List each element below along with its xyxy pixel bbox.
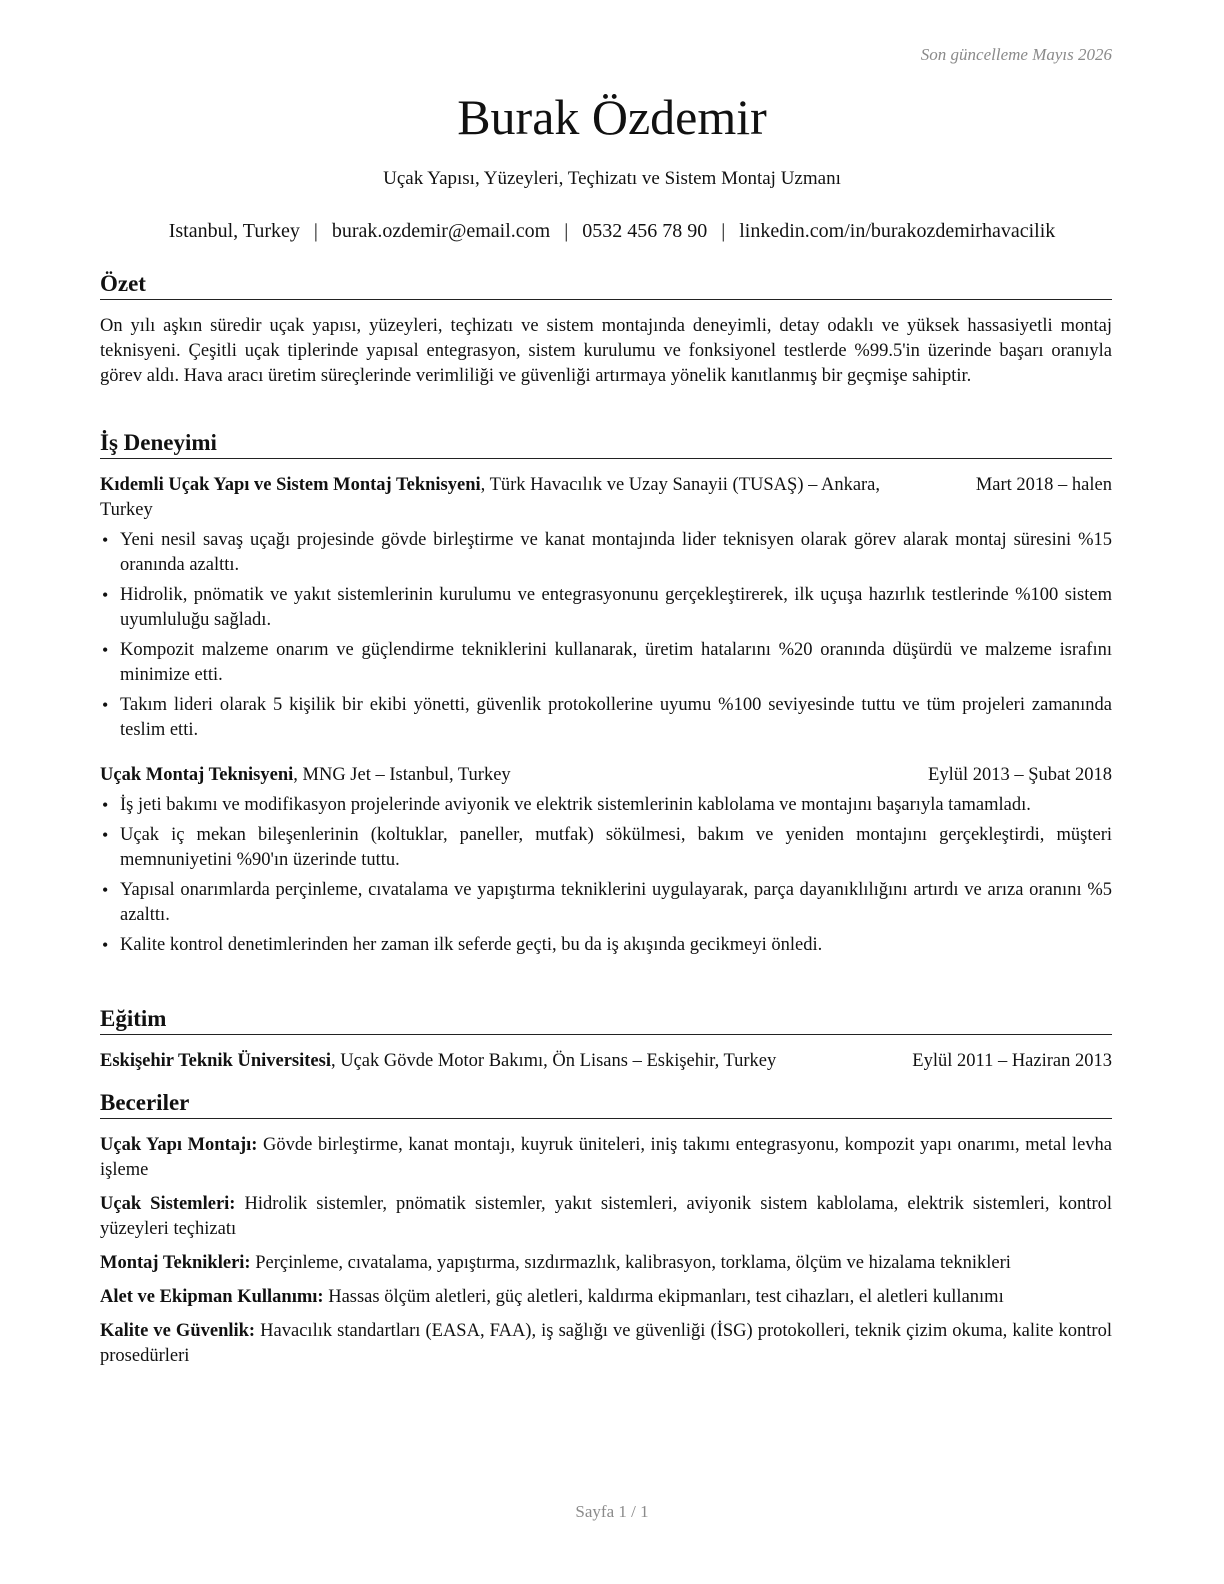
job-dates: Eylül 2013 – Şubat 2018 <box>928 765 1112 785</box>
skill-text: Gövde birleştirme, kanat montajı, kuyruk üniteleri, iniş takımı entegrasyonu, kompozit yapı onarımı, metal levha işleme <box>100 1135 1112 1180</box>
job-bullet: • Yeni nesil savaş uçağı projesinde gövde birleştirme ve kanat montajında lider teknisyen olarak görev alarak montaj süresini %15 oranında azalttı. <box>100 528 1112 578</box>
page-number: Sayfa 1 / 1 <box>575 1502 649 1521</box>
skill-item <box>100 1251 1112 1276</box>
job-company: , MNG Jet – Istanbul, Turkey <box>293 765 511 785</box>
skills-section <box>100 1090 1112 1369</box>
education-entry <box>100 1049 1112 1074</box>
contact-location: Istanbul, Turkey <box>168 220 300 242</box>
contact-line <box>0 220 1224 243</box>
job-bullet: • Hidrolik, pnömatik ve yakıt sistemlerinin kurulumu ve entegrasyonunu gerçekleştirerek, ilk uçuşa hazırlık testlerinde %100 sistem uyumluluğu sağladı. <box>100 583 1112 633</box>
job-bullet: • Uçak iç mekan bileşenlerinin (koltuklar, paneller, mutfak) sökülmesi, bakım ve yeniden montajını gerçekleştirdi, müşteri memnuniyetini %90'ın üzerinde tuttu. <box>100 823 1112 873</box>
skill-label: Montaj Teknikleri: <box>100 1253 251 1273</box>
section-title-education: Eğitim <box>100 1006 1112 1035</box>
job-bullet: • Kalite kontrol denetimlerinden her zaman ilk seferde geçti, bu da iş akışında gecikmeyi önledi. <box>100 933 1112 958</box>
job-title-line <box>100 763 511 788</box>
skill-label: Uçak Yapı Montajı: <box>100 1135 258 1155</box>
separator: | <box>721 220 726 242</box>
headline: Uçak Yapısı, Yüzeyleri, Teçhizatı ve Sistem Montaj Uzmanı <box>383 168 841 189</box>
education-section <box>100 1006 1112 1074</box>
job-bullet: • İş jeti bakımı ve modifikasyon projelerinde aviyonik ve elektrik sistemlerinin kablolama ve montajını başarıyla tamamladı. <box>100 793 1112 818</box>
job-bullet: • Yapısal onarımlarda perçinleme, cıvatalama ve yapıştırma tekniklerini uygulayarak, parça dayanıklılığını artırdı ve arıza oranını %5 azalttı. <box>100 878 1112 928</box>
skill-text: Hassas ölçüm aletleri, güç aletleri, kaldırma ekipmanları, test cihazları, el aletleri kullanımı <box>323 1287 1004 1307</box>
skill-item <box>100 1133 1112 1183</box>
job-dates: Mart 2018 – halen <box>975 475 1112 495</box>
summary-section <box>100 271 1112 389</box>
skill-item <box>100 1319 1112 1369</box>
contact-email[interactable]: burak.ozdemir@email.com <box>331 220 551 242</box>
skill-text: Havacılık standartları (EASA, FAA), iş sağlığı ve güvenliği (İSG) protokolleri, teknik çizim okuma, kalite kontrol prosedürleri <box>100 1321 1112 1366</box>
separator: | <box>564 220 569 242</box>
section-title-experience: İş Deneyimi <box>100 430 1112 459</box>
job-entry <box>100 763 1112 958</box>
skill-text: Perçinleme, cıvatalama, yapıştırma, sızdırmazlık, kalibrasyon, torklama, ölçüm ve hizalama teknikleri <box>250 1253 1011 1273</box>
job-role: Kıdemli Uçak Yapı ve Sistem Montaj Teknisyeni <box>100 475 481 495</box>
skill-text: Hidrolik sistemler, pnömatik sistemler, yakıt sistemleri, aviyonik sistem kablolama, elektrik sistemleri, kontrol yüzeyleri teçhizatı <box>100 1194 1113 1239</box>
skill-label: Alet ve Ekipman Kullanımı: <box>100 1287 324 1307</box>
education-school: Eskişehir Teknik Üniversitesi <box>100 1051 331 1071</box>
summary-text: On yılı aşkın süredir uçak yapısı, yüzeyleri, teçhizatı ve sistem montajında deneyimli, detay odaklı ve yüksek hassasiyetli montaj teknisyeni. Çeşitli uçak tiplerinde yapısal entegrasyon, sistem kurulumu ve fonksiyonel testlerde %99.5'in üzerinde başarı oranıyla görev aldı. Hava aracı üretim süreçlerinde verimliliği ve güvenliği artırmaya yönelik kanıtlanmış bir geçmişe sahiptir. <box>100 316 1112 386</box>
job-company: , Türk Havacılık ve Uzay Sanayii (TUSAŞ) – Ankara, Turkey <box>100 475 881 520</box>
last-updated: Son güncelleme Mayıs 2026 <box>920 45 1112 64</box>
job-bullets <box>100 793 1112 958</box>
candidate-name: Burak Özdemir <box>457 89 767 145</box>
section-title-skills: Beceriler <box>100 1090 1112 1119</box>
contact-linkedin[interactable]: linkedin.com/in/burakozdemirhavacilik <box>739 220 1056 242</box>
skill-label: Kalite ve Güvenlik: <box>100 1321 256 1341</box>
skill-item <box>100 1192 1112 1242</box>
skill-item <box>100 1285 1112 1310</box>
job-role: Uçak Montaj Teknisyeni <box>100 765 294 785</box>
education-detail: , Uçak Gövde Motor Bakımı, Ön Lisans – Eskişehir, Turkey <box>330 1051 777 1071</box>
job-title-line <box>100 473 890 523</box>
education-title-line <box>100 1049 776 1074</box>
job-bullet: • Kompozit malzeme onarım ve güçlendirme tekniklerini kullanarak, üretim hatalarını %20 oranında düşürdü ve malzeme israfını minimize etti. <box>100 638 1112 688</box>
separator: | <box>313 220 318 242</box>
section-title-summary: Özet <box>100 271 1112 300</box>
job-bullet: • Takım lideri olarak 5 kişilik bir ekibi yönetti, güvenlik protokollerine uyumu %100 seviyesinde tuttu ve tüm projeleri zamanında teslim etti. <box>100 693 1112 743</box>
experience-section <box>100 430 1112 958</box>
job-bullets <box>100 528 1112 743</box>
job-header <box>100 473 1112 523</box>
education-dates: Eylül 2011 – Haziran 2013 <box>912 1051 1112 1071</box>
skill-label: Uçak Sistemleri: <box>100 1194 236 1214</box>
job-entry <box>100 473 1112 743</box>
contact-phone: 0532 456 78 90 <box>582 220 708 242</box>
job-header <box>100 763 1112 788</box>
